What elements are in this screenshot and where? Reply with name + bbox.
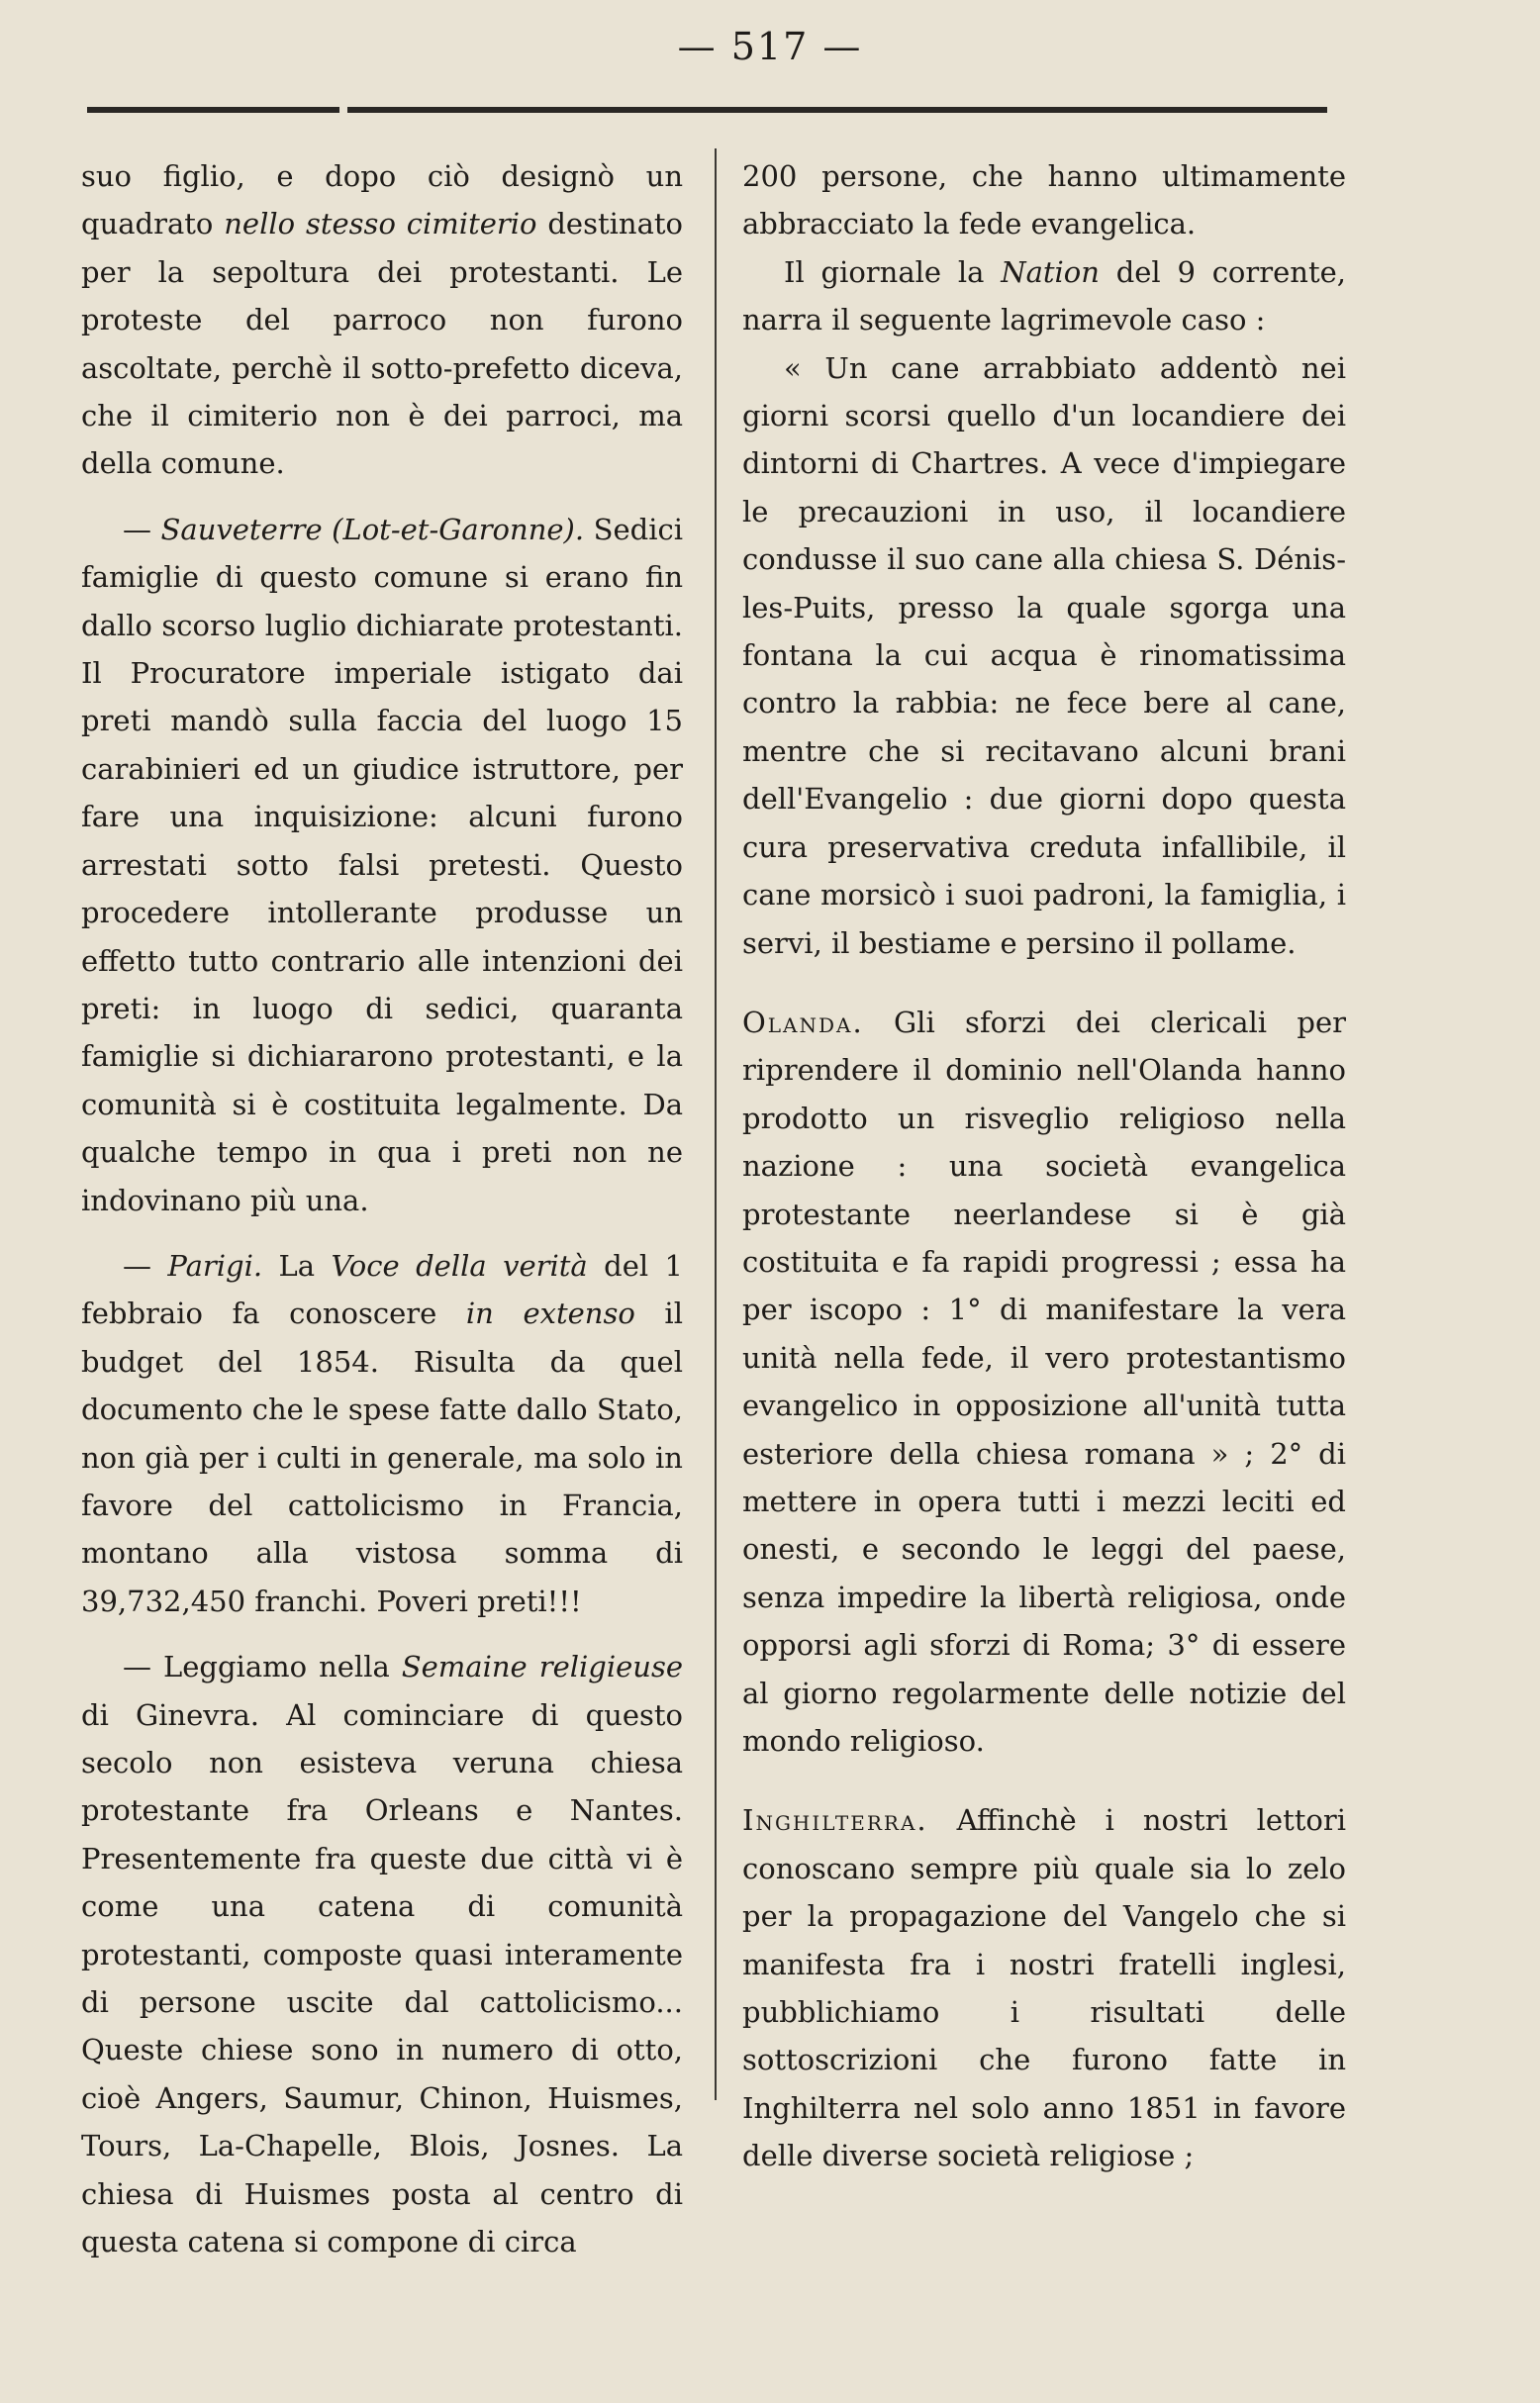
left-p3-text-c: del 1 febbraio fa conoscere xyxy=(81,1248,683,1331)
right-paragraph-2 xyxy=(742,248,1346,344)
right-paragraph-1: 200 persone, che hanno ultimamente abbracciato la fede evangelica. xyxy=(742,159,1346,241)
right-p4-text: Gli sforzi dei clericali per riprendere il dominio nell'Olanda hanno prodotto un risveglio religioso nella nazione : una società evangelica protestante neerlandese si è già costituita e fa rapidi progressi ; essa ha per iscopo : 1° di manifestare la vera unità nella fede, il vero protestantismo evangelico in opposizione all'unità tutta esteriore della chiesa romana » ; 2° di mettere in opera tutti i mezzi leciti ed onesti, e secondo le leggi del paese, senza impedire la libertà religiosa, onde opporsi agli sforzi di Roma; 3° di essere al giorno regolarmente delle notizie del mondo religioso. xyxy=(742,1005,1346,1758)
left-p3-italic-c: in extenso xyxy=(465,1297,635,1331)
right-p5-text: Affinchè i nostri lettori conoscano sempre più quale sia lo zelo per la propagazione del Vangelo che si manifesta fra i nostri fratelli inglesi, pubblichiamo i risultati delle sottoscrizioni che furono fatte in Inghilterra nel solo anno 1851 in favore delle diverse società religiose ; xyxy=(742,1803,1346,2173)
header-rule-gap xyxy=(339,103,347,117)
right-column xyxy=(742,152,1346,2180)
left-p3-italic-b: Voce della verità xyxy=(331,1248,588,1283)
left-paragraph-1 xyxy=(81,152,683,488)
left-p1-italic-a: nello stesso cimiterio xyxy=(224,207,537,241)
column-divider xyxy=(715,148,717,2100)
left-paragraph-2 xyxy=(81,506,683,1224)
left-p1-text-b: destinato per la sepoltura dei protestanti. Le proteste del parroco non furono ascoltate, perchè il sotto-prefetto diceva, che il cimiterio non è dei parroci, ma della comune. xyxy=(81,207,683,481)
left-p3-text-b: La xyxy=(262,1248,332,1283)
left-p2-italic-a: Sauveterre (Lot-et-Garonne). xyxy=(160,512,585,546)
section-heading-inghilterra: Inghilterra. xyxy=(742,1803,928,1838)
section-heading-olanda: Olanda. xyxy=(742,1005,864,1039)
left-column xyxy=(81,152,683,2265)
left-p3-text-a: — xyxy=(123,1248,168,1283)
right-paragraph-inghilterra xyxy=(742,1796,1346,2179)
header-rule xyxy=(87,107,1327,113)
right-paragraph-3: « Un cane arrabbiato addentò nei giorni scorsi quello d'un locandiere dei dintorni di Chartres. A vece d'impiegare le precauzioni in uso, il locandiere condusse il suo cane alla chiesa S. Dénis-les-Puits, presso la quale sgorga una fontana la cui acqua è rinomatissima contro la rabbia: ne fece bere al cane, mentre che si recitavano alcuni brani dell'Evangelio : due giorni dopo questa cura preservativa creduta infallibile, il cane morsicò i suoi padroni, la famiglia, i servi, il bestiame e persino il pollame. xyxy=(742,350,1346,960)
left-p2-text-a: — xyxy=(123,512,161,546)
left-p3-text-d: il budget del 1854. Risulta da quel documento che le spese fatte dallo Stato, non già per i culti in generale, ma solo in favore del cattolicismo in Francia, montano alla vistosa somma di 39,732,450 franchi. Poveri preti!!! xyxy=(81,1297,683,1618)
right-p2-text-a: Il giornale la xyxy=(784,254,1002,289)
left-p4-text-b: di Ginevra. Al cominciare di questo secolo non esisteva veruna chiesa protestante fra Orleans e Nantes. Presentemente fra queste due città vi è come una catena di comunità protestanti, composte quasi interamente di persone uscite dal cattolicismo... Queste chiese sono in numero di otto, cioè Angers, Saumur, Chinon, Huismes, Tours, La-Chapelle, Blois, Josnes. La chiesa di Huismes posta al centro di questa catena si compone di circa xyxy=(81,1697,683,2259)
left-p4-text-a: — Leggiamo nella xyxy=(123,1650,402,1684)
page-number: — 517 — xyxy=(677,25,863,68)
left-paragraph-4 xyxy=(81,1643,683,2265)
left-p3-italic-a: Parigi. xyxy=(167,1248,263,1283)
right-p2-text-b: del 9 corrente, narra il seguente lagrimevole caso : xyxy=(742,254,1346,337)
left-paragraph-3 xyxy=(81,1242,683,1625)
right-p2-italic-a: Nation xyxy=(1001,254,1100,289)
left-p1-text-a: suo figlio, e dopo ciò designò un quadrato xyxy=(81,159,683,241)
left-p4-italic-a: Semaine religieuse xyxy=(401,1650,683,1684)
left-p2-text-b: Sedici famiglie di questo comune si erano fin dallo scorso luglio dichiarate protestanti. Il Procuratore imperiale istigato dai preti mandò sulla faccia del luogo 15 carabinieri ed un giudice istruttore, per fare una inquisizione: alcuni furono arrestati sotto falsi pretesti. Questo procedere intollerante produsse un effetto tutto contrario alle intenzioni dei preti: in luogo di sedici, quaranta famiglie si dichiararono protestanti, e la comunità si è costituita legalmente. Da qualche tempo in qua i preti non ne indovinano più una. xyxy=(81,512,683,1217)
right-paragraph-olanda xyxy=(742,999,1346,1766)
